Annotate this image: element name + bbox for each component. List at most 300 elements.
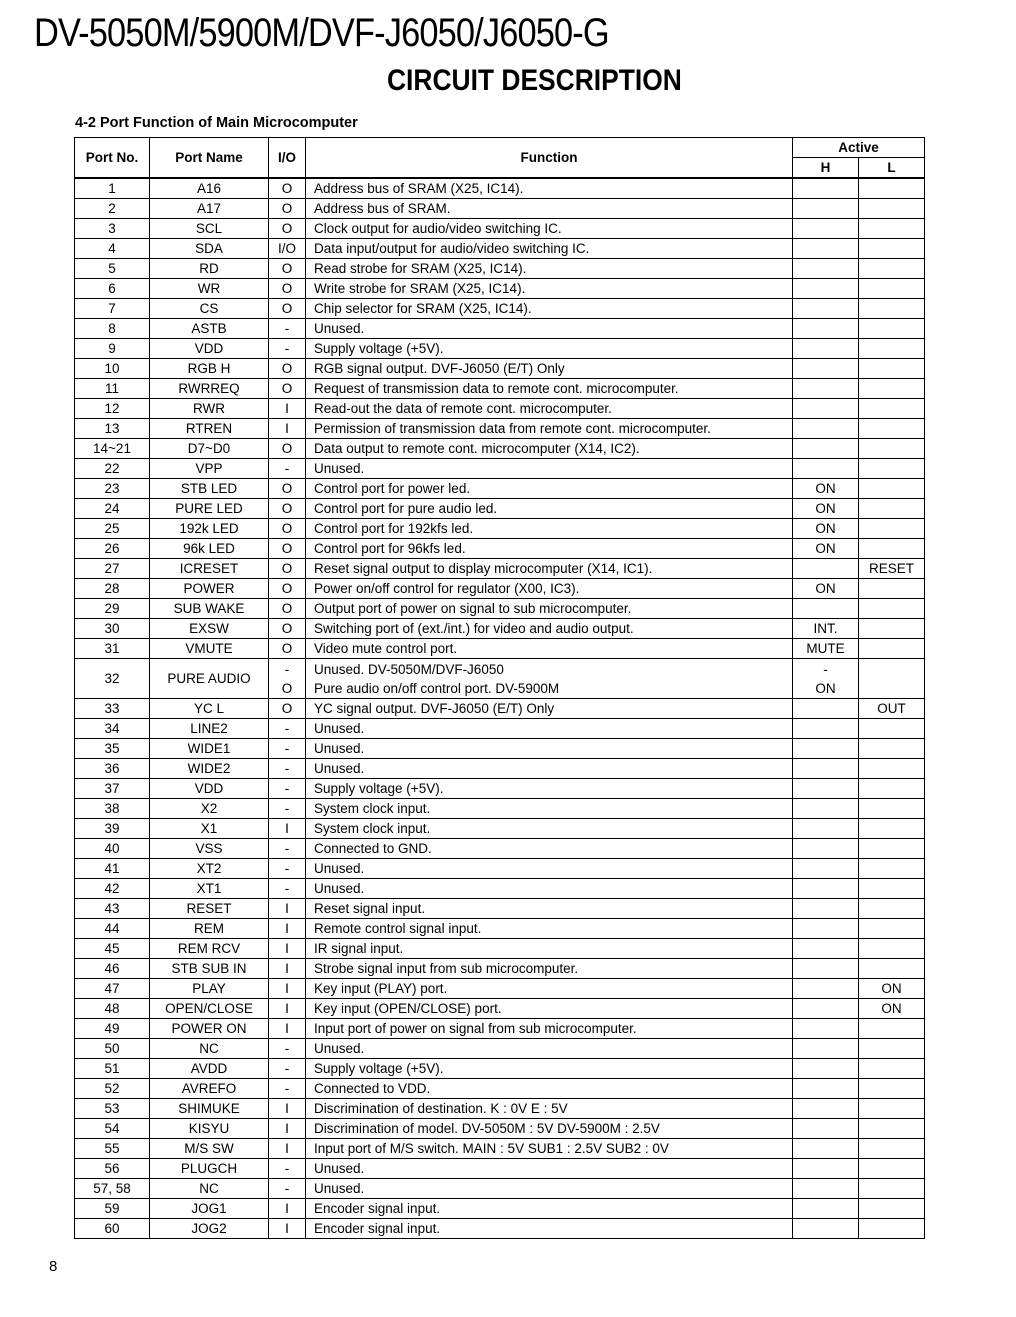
- port-no-cell: 13: [75, 419, 150, 439]
- io-cell: -: [269, 1039, 306, 1059]
- function-cell: Unused.: [306, 719, 793, 739]
- table-row: [75, 699, 925, 719]
- port-name-cell: A17: [150, 199, 269, 219]
- port-no-cell: 3: [75, 219, 150, 239]
- port-name-cell: POWER ON: [150, 1019, 269, 1039]
- port-name-cell: RWR: [150, 399, 269, 419]
- port-name-cell: JOG2: [150, 1219, 269, 1239]
- io-cell: O: [269, 219, 306, 239]
- page-number: 8: [49, 1258, 58, 1275]
- table-caption: 4-2 Port Function of Main Microcomputer: [75, 115, 358, 131]
- col-header-port-no: Port No.: [75, 138, 150, 179]
- function-cell: RGB signal output. DVF-J6050 (E/T) Only: [306, 359, 793, 379]
- active-l-cell: [859, 799, 925, 819]
- function-cell: Strobe signal input from sub microcomputer.: [306, 959, 793, 979]
- active-l-cell: [859, 839, 925, 859]
- port-name-cell: CS: [150, 299, 269, 319]
- active-l-cell: [859, 1079, 925, 1099]
- table-row: [75, 359, 925, 379]
- function-cell: Supply voltage (+5V).: [306, 339, 793, 359]
- table-row: [75, 519, 925, 539]
- io-cell: O: [269, 579, 306, 599]
- active-l-cell: [859, 619, 925, 639]
- active-l-cell: [859, 1019, 925, 1039]
- port-name-cell: VDD: [150, 339, 269, 359]
- active-l-cell: RESET: [859, 559, 925, 579]
- function-cell: Unused.: [306, 1179, 793, 1199]
- table-row: [75, 859, 925, 879]
- port-no-cell: 47: [75, 979, 150, 999]
- active-h-cell: ON: [793, 499, 859, 519]
- active-h-cell: ON: [793, 519, 859, 539]
- active-l-cell: [859, 299, 925, 319]
- active-l-cell: [859, 399, 925, 419]
- function-cell: Input port of power on signal from sub microcomputer.: [306, 1019, 793, 1039]
- active-h-cell: [793, 199, 859, 219]
- table-row: [75, 559, 925, 579]
- active-h-cell: [793, 659, 859, 699]
- io-cell: O: [269, 499, 306, 519]
- table-row: [75, 419, 925, 439]
- io-cell: I: [269, 1019, 306, 1039]
- io-cell: I: [269, 899, 306, 919]
- active-l-cell: [859, 819, 925, 839]
- port-no-cell: 27: [75, 559, 150, 579]
- port-name-cell: 96k LED: [150, 539, 269, 559]
- active-l-cell: [859, 959, 925, 979]
- io-cell: O: [269, 479, 306, 499]
- function-text: Unused. DV-5050M/DVF-J6050: [314, 661, 504, 677]
- port-name-cell: M/S SW: [150, 1139, 269, 1159]
- active-l-cell: [859, 459, 925, 479]
- active-h-cell: [793, 219, 859, 239]
- active-l-cell: OUT: [859, 699, 925, 719]
- function-cell: Video mute control port.: [306, 639, 793, 659]
- io-cell: O: [269, 178, 306, 199]
- function-cell: Reset signal output to display microcomputer (X14, IC1).: [306, 559, 793, 579]
- table-row: [75, 939, 925, 959]
- port-no-cell: 22: [75, 459, 150, 479]
- port-name-cell: VDD: [150, 779, 269, 799]
- port-name-cell: WIDE1: [150, 739, 269, 759]
- active-l-cell: [859, 279, 925, 299]
- port-no-cell: 51: [75, 1059, 150, 1079]
- active-l-cell: [859, 239, 925, 259]
- io-cell: I: [269, 1099, 306, 1119]
- port-no-cell: 8: [75, 319, 150, 339]
- active-l-cell: [859, 519, 925, 539]
- port-name-cell: REM: [150, 919, 269, 939]
- port-no-cell: 24: [75, 499, 150, 519]
- io-cell: O: [269, 599, 306, 619]
- io-cell: O: [269, 439, 306, 459]
- active-h-cell: [793, 699, 859, 719]
- io-cell: I: [269, 1199, 306, 1219]
- port-no-cell: 50: [75, 1039, 150, 1059]
- port-no-cell: 4: [75, 239, 150, 259]
- active-l-value: [859, 679, 924, 698]
- col-header-port-name: Port Name: [150, 138, 269, 179]
- table-row: [75, 539, 925, 559]
- port-name-cell: PURE AUDIO: [150, 659, 269, 699]
- function-cell: Remote control signal input.: [306, 919, 793, 939]
- active-h-cell: [793, 939, 859, 959]
- port-name-cell: WIDE2: [150, 759, 269, 779]
- io-cell: O: [269, 279, 306, 299]
- active-h-cell: [793, 1059, 859, 1079]
- active-h-cell: [793, 1179, 859, 1199]
- function-cell: Address bus of SRAM (X25, IC14).: [306, 178, 793, 199]
- active-h-cell: [793, 359, 859, 379]
- port-name-cell: A16: [150, 178, 269, 199]
- active-l-value: [859, 660, 924, 679]
- table-row: [75, 639, 925, 659]
- io-cell: I: [269, 919, 306, 939]
- port-name-cell: AVDD: [150, 1059, 269, 1079]
- function-cell: Unused.: [306, 1039, 793, 1059]
- active-l-cell: [859, 919, 925, 939]
- active-h-value: ON: [815, 680, 836, 696]
- port-name-cell: SUB WAKE: [150, 599, 269, 619]
- active-l-cell: [859, 339, 925, 359]
- io-cell: O: [269, 379, 306, 399]
- function-cell: Control port for 96kfs led.: [306, 539, 793, 559]
- io-cell: -: [269, 879, 306, 899]
- active-h-cell: [793, 1079, 859, 1099]
- table-row: [75, 899, 925, 919]
- table-row: [75, 1039, 925, 1059]
- active-l-cell: [859, 259, 925, 279]
- function-cell: Discrimination of model. DV-5050M : 5V DV-5900M : 2.5V: [306, 1119, 793, 1139]
- table-row: [75, 1179, 925, 1199]
- function-cell: Address bus of SRAM.: [306, 199, 793, 219]
- port-no-cell: 39: [75, 819, 150, 839]
- io-cell: O: [269, 639, 306, 659]
- active-h-cell: [793, 859, 859, 879]
- function-cell: Supply voltage (+5V).: [306, 1059, 793, 1079]
- active-l-cell: [859, 1159, 925, 1179]
- table-row: [75, 959, 925, 979]
- table-row: [75, 219, 925, 239]
- function-cell: Reset signal input.: [306, 899, 793, 919]
- port-name-cell: SHIMUKE: [150, 1099, 269, 1119]
- port-name-cell: XT2: [150, 859, 269, 879]
- active-h-cell: [793, 259, 859, 279]
- port-no-cell: 26: [75, 539, 150, 559]
- table-row: [75, 459, 925, 479]
- active-h-cell: [793, 999, 859, 1019]
- active-l-cell: [859, 1119, 925, 1139]
- active-l-cell: [859, 659, 925, 699]
- table-row: [75, 839, 925, 859]
- function-cell: Unused.: [306, 759, 793, 779]
- io-cell: -: [269, 1059, 306, 1079]
- function-cell: System clock input.: [306, 819, 793, 839]
- function-cell: Discrimination of destination. K : 0V E : 5V: [306, 1099, 793, 1119]
- model-title: DV-5050M/5900M/DVF-J6050/J6050-G: [34, 11, 609, 55]
- io-cell: O: [269, 299, 306, 319]
- io-cell: -: [269, 739, 306, 759]
- table-row: [75, 1139, 925, 1159]
- io-cell: -: [269, 1159, 306, 1179]
- table-row: [75, 599, 925, 619]
- port-name-cell: JOG1: [150, 1199, 269, 1219]
- active-h-cell: [793, 739, 859, 759]
- active-h-cell: [793, 779, 859, 799]
- active-h-cell: [793, 459, 859, 479]
- port-name-cell: STB LED: [150, 479, 269, 499]
- active-h-cell: ON: [793, 539, 859, 559]
- io-cell: -: [269, 319, 306, 339]
- port-name-cell: KISYU: [150, 1119, 269, 1139]
- table-row: [75, 1119, 925, 1139]
- port-no-cell: 57, 58: [75, 1179, 150, 1199]
- active-l-cell: [859, 1099, 925, 1119]
- io-cell: -: [269, 859, 306, 879]
- table-row: [75, 1199, 925, 1219]
- col-header-active-l: L: [859, 158, 925, 179]
- active-l-cell: [859, 939, 925, 959]
- active-l-cell: [859, 759, 925, 779]
- io-cell: O: [269, 519, 306, 539]
- function-cell: Permission of transmission data from remote cont. microcomputer.: [306, 419, 793, 439]
- io-cell: O: [269, 539, 306, 559]
- port-no-cell: 31: [75, 639, 150, 659]
- io-cell: O: [269, 199, 306, 219]
- function-cell: Read-out the data of remote cont. microcomputer.: [306, 399, 793, 419]
- port-no-cell: 10: [75, 359, 150, 379]
- active-l-cell: [859, 879, 925, 899]
- port-no-cell: 45: [75, 939, 150, 959]
- active-l-cell: [859, 859, 925, 879]
- port-name-cell: VPP: [150, 459, 269, 479]
- function-cell: YC signal output. DVF-J6050 (E/T) Only: [306, 699, 793, 719]
- active-l-cell: [859, 1199, 925, 1219]
- table-row: [75, 1019, 925, 1039]
- port-name-cell: NC: [150, 1179, 269, 1199]
- table-row: [75, 379, 925, 399]
- table-row: [75, 799, 925, 819]
- function-cell: [306, 659, 793, 699]
- io-value: O: [281, 680, 293, 696]
- active-h-cell: [793, 178, 859, 199]
- port-name-cell: X2: [150, 799, 269, 819]
- active-h-cell: [793, 599, 859, 619]
- active-h-cell: [793, 319, 859, 339]
- active-l-cell: [859, 479, 925, 499]
- active-h-cell: [793, 819, 859, 839]
- port-no-cell: 54: [75, 1119, 150, 1139]
- col-header-active: Active: [793, 138, 925, 158]
- table-body-a: [75, 178, 925, 659]
- active-h-cell: [793, 879, 859, 899]
- table-row: [75, 299, 925, 319]
- io-cell: O: [269, 259, 306, 279]
- active-l-cell: [859, 719, 925, 739]
- function-cell: Key input (OPEN/CLOSE) port.: [306, 999, 793, 1019]
- table-row: [75, 1159, 925, 1179]
- function-cell: Read strobe for SRAM (X25, IC14).: [306, 259, 793, 279]
- port-name-cell: POWER: [150, 579, 269, 599]
- port-no-cell: 34: [75, 719, 150, 739]
- io-value: -: [284, 661, 290, 677]
- table-row: [75, 499, 925, 519]
- active-h-cell: [793, 1219, 859, 1239]
- function-cell: System clock input.: [306, 799, 793, 819]
- port-name-cell: AVREFO: [150, 1079, 269, 1099]
- active-l-cell: [859, 1219, 925, 1239]
- active-h-cell: [793, 719, 859, 739]
- port-no-cell: 5: [75, 259, 150, 279]
- active-l-cell: [859, 419, 925, 439]
- port-name-cell: RWRREQ: [150, 379, 269, 399]
- io-cell: -: [269, 839, 306, 859]
- port-no-cell: 35: [75, 739, 150, 759]
- port-no-cell: 53: [75, 1099, 150, 1119]
- active-l-cell: [859, 379, 925, 399]
- table-body-b: [75, 699, 925, 1239]
- table-row: [75, 779, 925, 799]
- port-no-cell: 44: [75, 919, 150, 939]
- table-row: [75, 979, 925, 999]
- port-no-cell: 42: [75, 879, 150, 899]
- active-l-cell: [859, 199, 925, 219]
- function-cell: Chip selector for SRAM (X25, IC14).: [306, 299, 793, 319]
- io-cell: -: [269, 1079, 306, 1099]
- table-row: [75, 259, 925, 279]
- active-l-cell: [859, 1139, 925, 1159]
- port-name-cell: WR: [150, 279, 269, 299]
- io-cell: I: [269, 1119, 306, 1139]
- active-h-cell: [793, 959, 859, 979]
- function-cell: Control port for power led.: [306, 479, 793, 499]
- io-cell: O: [269, 559, 306, 579]
- port-no-cell: 30: [75, 619, 150, 639]
- table-row: [75, 339, 925, 359]
- port-name-cell: X1: [150, 819, 269, 839]
- function-cell: Connected to GND.: [306, 839, 793, 859]
- port-name-cell: STB SUB IN: [150, 959, 269, 979]
- io-cell: I: [269, 979, 306, 999]
- function-text: Pure audio on/off control port. DV-5900M: [314, 680, 560, 696]
- active-l-cell: [859, 219, 925, 239]
- active-l-cell: [859, 539, 925, 559]
- port-no-cell: 32: [75, 659, 150, 699]
- active-l-cell: [859, 359, 925, 379]
- port-function-table: [74, 137, 925, 1239]
- port-no-cell: 29: [75, 599, 150, 619]
- active-h-cell: [793, 279, 859, 299]
- active-l-cell: [859, 1059, 925, 1079]
- port-no-cell: 37: [75, 779, 150, 799]
- table-header: [75, 138, 925, 179]
- function-cell: Unused.: [306, 319, 793, 339]
- io-cell: I: [269, 939, 306, 959]
- active-l-cell: [859, 739, 925, 759]
- port-name-cell: PURE LED: [150, 499, 269, 519]
- port-name-cell: D7~D0: [150, 439, 269, 459]
- function-cell: Encoder signal input.: [306, 1199, 793, 1219]
- port-name-cell: VSS: [150, 839, 269, 859]
- active-h-cell: [793, 1119, 859, 1139]
- port-no-cell: 40: [75, 839, 150, 859]
- port-name-cell: EXSW: [150, 619, 269, 639]
- table-row: [75, 1079, 925, 1099]
- port-no-cell: 23: [75, 479, 150, 499]
- active-h-cell: [793, 919, 859, 939]
- port-no-cell: 55: [75, 1139, 150, 1159]
- port-no-cell: 11: [75, 379, 150, 399]
- col-header-function: Function: [306, 138, 793, 179]
- port-name-cell: REM RCV: [150, 939, 269, 959]
- function-cell: Output port of power on signal to sub microcomputer.: [306, 599, 793, 619]
- active-h-cell: INT.: [793, 619, 859, 639]
- port-name-cell: 192k LED: [150, 519, 269, 539]
- port-name-cell: SCL: [150, 219, 269, 239]
- port-name-cell: RD: [150, 259, 269, 279]
- active-h-cell: [793, 439, 859, 459]
- io-cell: I: [269, 419, 306, 439]
- function-cell: Supply voltage (+5V).: [306, 779, 793, 799]
- port-name-cell: XT1: [150, 879, 269, 899]
- active-l-cell: [859, 499, 925, 519]
- active-l-cell: [859, 899, 925, 919]
- active-h-cell: [793, 239, 859, 259]
- active-h-cell: [793, 419, 859, 439]
- port-no-cell: 28: [75, 579, 150, 599]
- function-cell: Unused.: [306, 1159, 793, 1179]
- table-row: [75, 1099, 925, 1119]
- table-row: [75, 579, 925, 599]
- table-row: [75, 199, 925, 219]
- active-l-cell: ON: [859, 979, 925, 999]
- port-no-cell: 49: [75, 1019, 150, 1039]
- port-no-cell: 52: [75, 1079, 150, 1099]
- active-h-cell: [793, 339, 859, 359]
- active-h-cell: [793, 379, 859, 399]
- io-cell: I: [269, 999, 306, 1019]
- table-row: [75, 879, 925, 899]
- function-cell: Request of transmission data to remote cont. microcomputer.: [306, 379, 793, 399]
- port-no-cell: 46: [75, 959, 150, 979]
- active-l-cell: [859, 178, 925, 199]
- active-l-cell: [859, 579, 925, 599]
- active-h-cell: [793, 899, 859, 919]
- port-no-cell: 6: [75, 279, 150, 299]
- col-header-io: I/O: [269, 138, 306, 179]
- function-cell: Encoder signal input.: [306, 1219, 793, 1239]
- port-no-cell: 56: [75, 1159, 150, 1179]
- port-no-cell: 36: [75, 759, 150, 779]
- active-h-cell: MUTE: [793, 639, 859, 659]
- function-cell: Connected to VDD.: [306, 1079, 793, 1099]
- function-cell: Switching port of (ext./int.) for video and audio output.: [306, 619, 793, 639]
- active-h-cell: [793, 299, 859, 319]
- table-row: [75, 239, 925, 259]
- io-cell: -: [269, 799, 306, 819]
- table-row: [75, 659, 925, 699]
- port-no-cell: 14~21: [75, 439, 150, 459]
- port-name-cell: NC: [150, 1039, 269, 1059]
- active-l-cell: ON: [859, 999, 925, 1019]
- function-cell: Unused.: [306, 739, 793, 759]
- function-cell: Unused.: [306, 459, 793, 479]
- active-h-cell: [793, 399, 859, 419]
- active-l-cell: [859, 1039, 925, 1059]
- active-l-cell: [859, 779, 925, 799]
- io-cell: I: [269, 819, 306, 839]
- table-row: [75, 999, 925, 1019]
